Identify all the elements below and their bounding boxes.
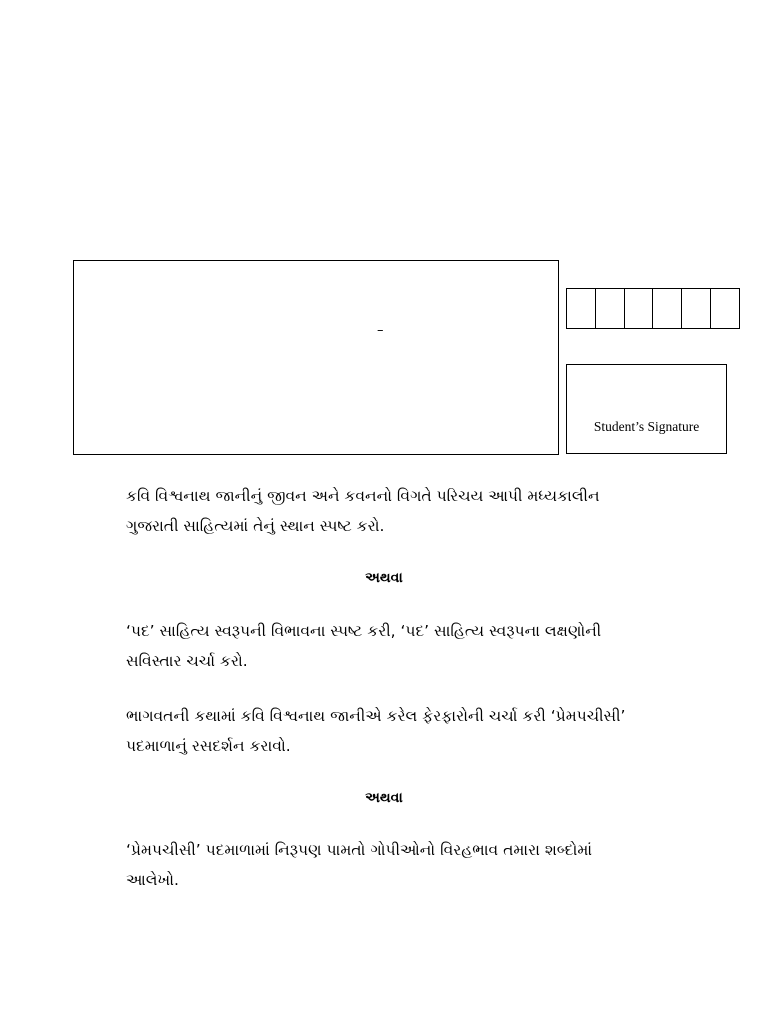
- exam-header-box: [73, 260, 559, 455]
- seat-number-cell: [653, 289, 682, 328]
- question-3-line-1: ભાગવતની કથામાં કવિ વિશ્વનાથ જાનીએ કરેલ ફેરફારોની ચર્ચા કરી ‘પ્રેમપચીસી’: [126, 707, 626, 725]
- student-signature-box: [566, 364, 727, 454]
- question-4-line-1: ‘પ્રેમપચીસી’ પદમાળામાં નિરૂપણ પામતો ગોપીઓનો વિરહભાવ તમારા શબ્દોમાં: [126, 841, 593, 859]
- seat-number-cell: [596, 289, 625, 328]
- or-separator-2: અથવા: [365, 790, 403, 806]
- question-2-line-2: સવિસ્તાર ચર્ચા કરો.: [126, 652, 248, 670]
- question-2: [126, 616, 686, 676]
- question-1: [126, 481, 686, 541]
- seat-number-cell: [567, 289, 596, 328]
- seat-number-cell: [711, 289, 739, 328]
- question-3-line-2: પદમાળાનું રસદર્શન કરાવો.: [126, 737, 291, 755]
- question-4: [126, 835, 686, 895]
- question-4-line-2: આલેખો.: [126, 871, 179, 889]
- seat-number-cell: [625, 289, 654, 328]
- signature-label: Student’s Signature: [593, 419, 700, 434]
- seat-number-cell: [682, 289, 711, 328]
- or-separator-1: અથવા: [365, 570, 403, 586]
- question-3: [126, 701, 686, 761]
- header-dash: –: [377, 323, 384, 338]
- question-1-line-1: કવિ વિશ્વનાથ જાનીનું જીવન અને કવનનો વિગતે પરિચય આપી મધ્યકાલીન: [126, 487, 600, 505]
- question-1-line-2: ગુજરાતી સાહિત્યમાં તેનું સ્થાન સ્પષ્ટ કરો.: [126, 517, 385, 535]
- question-2-line-1: ‘પદ’ સાહિત્ય સ્વરૂપની વિભાવના સ્પષ્ટ કરી, ‘પદ’ સાહિત્ય સ્વરૂપના લક્ષણોની: [126, 622, 602, 640]
- seat-number-boxes: [566, 288, 740, 329]
